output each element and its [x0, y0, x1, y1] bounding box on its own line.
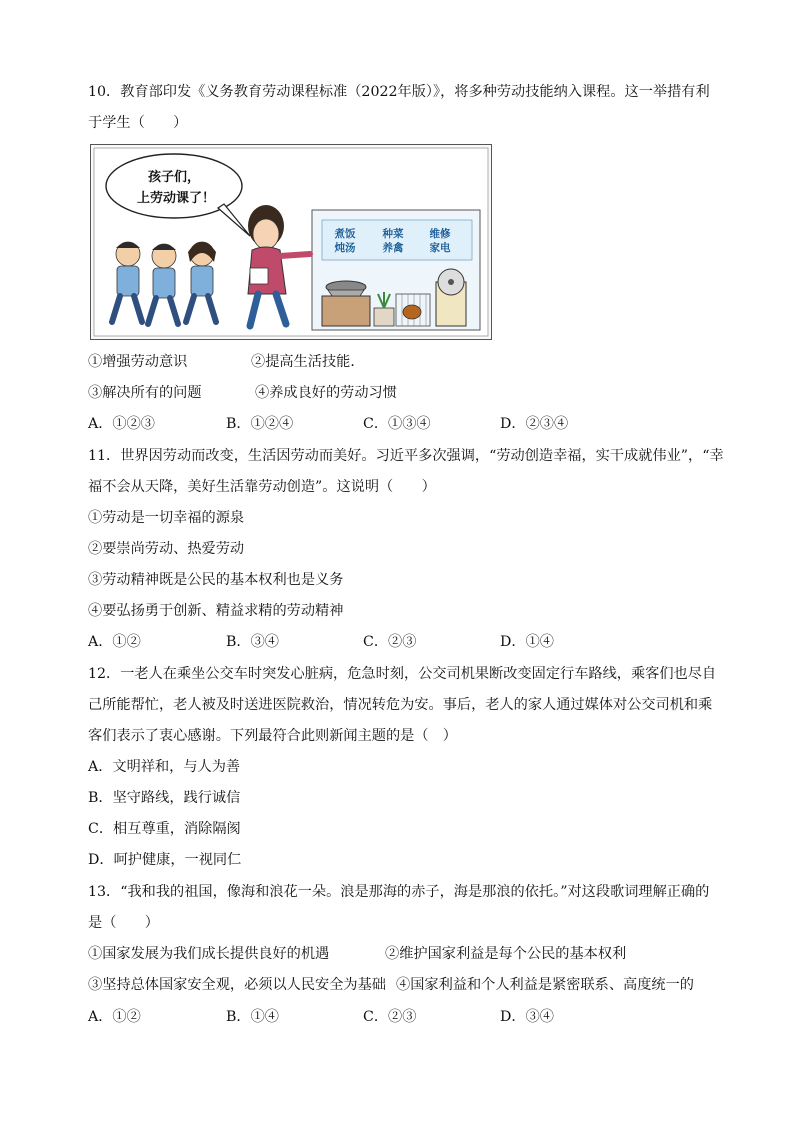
speech-text-line2: 上劳动课了！	[136, 191, 216, 206]
q10-item-3: ③解决所有的问题	[88, 385, 202, 401]
board-cook: 煮饭	[334, 228, 356, 240]
board-soup: 炖汤	[334, 242, 356, 254]
q10-option-b[interactable]: B．①②④	[226, 416, 294, 432]
board-appliance: 家电	[429, 242, 451, 254]
course-board	[312, 210, 480, 330]
q11-option-c[interactable]: C．②③	[363, 634, 417, 650]
board-poultry: 养禽	[382, 242, 404, 254]
q10-item-2: ②提高生活技能．	[251, 354, 365, 370]
q10-cartoon-illustration	[90, 144, 492, 340]
q10-items-row2	[88, 383, 708, 403]
q12-stem-line2: 己所能帮忙，老人被及时送进医院救治，情况转危为安。事后，老人的家人通过媒体对公交司机和乘	[88, 697, 713, 713]
q10-stem-line1: 10．教育部印发《义务教育劳动课程标准（2022年版）》，将多种劳动技能纳入课程。这一举措有利	[88, 84, 710, 100]
q10-item-1: ①增强劳动意识	[88, 354, 188, 370]
q11-item-2: ②要崇尚劳动、热爱劳动	[88, 541, 245, 557]
q10-option-c[interactable]: C．①③④	[363, 416, 431, 432]
board-repair: 维修	[429, 228, 451, 240]
q10-item-4: ④养成良好的劳动习惯	[255, 385, 397, 401]
q10-stem-line2: 于学生（ ）	[88, 115, 188, 131]
q11-item-3: ③劳动精神既是公民的基本权利也是义务	[88, 572, 344, 588]
q12-stem-line1: 12．一老人在乘坐公交车时突发心脏病，危急时刻，公交司机果断改变固定行车路线，乘客们也尽自	[88, 666, 717, 682]
q11-stem-line2: 福不会从天降，美好生活靠劳动创造”。这说明（ ）	[88, 479, 436, 495]
q10-option-d[interactable]: D．②③④	[500, 416, 569, 432]
q11-option-d[interactable]: D．①④	[500, 634, 554, 650]
q11-item-4: ④要弘扬勇于创新、精益求精的劳动精神	[88, 603, 344, 619]
q12-option-b[interactable]: B．坚守路线，践行诚信	[88, 790, 241, 806]
q11-option-a[interactable]: A．①②	[88, 634, 141, 650]
q10-option-a[interactable]: A．①②③	[88, 416, 155, 432]
q13-item-3: ③坚持总体国家安全观，必须以人民安全为基础	[88, 977, 386, 993]
q10-options	[88, 414, 708, 434]
q13-item-2: ②维护国家利益是每个公民的基本权利	[385, 946, 627, 962]
q10-items-row1	[88, 352, 708, 372]
q11-option-b[interactable]: B．③④	[226, 634, 279, 650]
q11-options	[88, 632, 708, 652]
q11-stem-line1: 11．世界因劳动而改变，生活因劳动而美好。习近平多次强调，“劳动创造幸福，实干成就伟业”，“幸	[88, 448, 724, 464]
q13-option-d[interactable]: D．③④	[500, 1009, 554, 1025]
q12-stem-line3: 客们表示了衷心感谢。下列最符合此则新闻主题的是（ ）	[88, 728, 457, 744]
q13-option-a[interactable]: A．①②	[88, 1009, 141, 1025]
q12-option-d[interactable]: D．呵护健康，一视同仁	[88, 852, 242, 868]
q12-option-a[interactable]: A．文明祥和，与人为善	[88, 759, 241, 775]
q13-stem-line2: 是（ ）	[88, 915, 159, 931]
q13-item-4: ④国家利益和个人利益是紧密联系、高度统一的	[396, 977, 694, 993]
q13-option-c[interactable]: C．②③	[363, 1009, 417, 1025]
q13-options	[88, 1007, 708, 1027]
q13-items-row2	[88, 975, 708, 995]
q13-stem-line1: 13．“我和我的祖国，像海和浪花一朵。浪是那海的赤子，海是那浪的依托。”对这段歌词理解正确的	[88, 884, 710, 900]
q13-item-1: ①国家发展为我们成长提供良好的机遇	[88, 946, 330, 962]
q11-item-1: ①劳动是一切幸福的源泉	[88, 510, 245, 526]
q13-items-row1	[88, 944, 708, 964]
q12-option-c[interactable]: C．相互尊重，消除隔阂	[88, 821, 241, 837]
board-plant: 种菜	[382, 228, 404, 240]
speech-text-line1: 孩子们，	[147, 170, 201, 185]
q13-option-b[interactable]: B．①④	[226, 1009, 279, 1025]
